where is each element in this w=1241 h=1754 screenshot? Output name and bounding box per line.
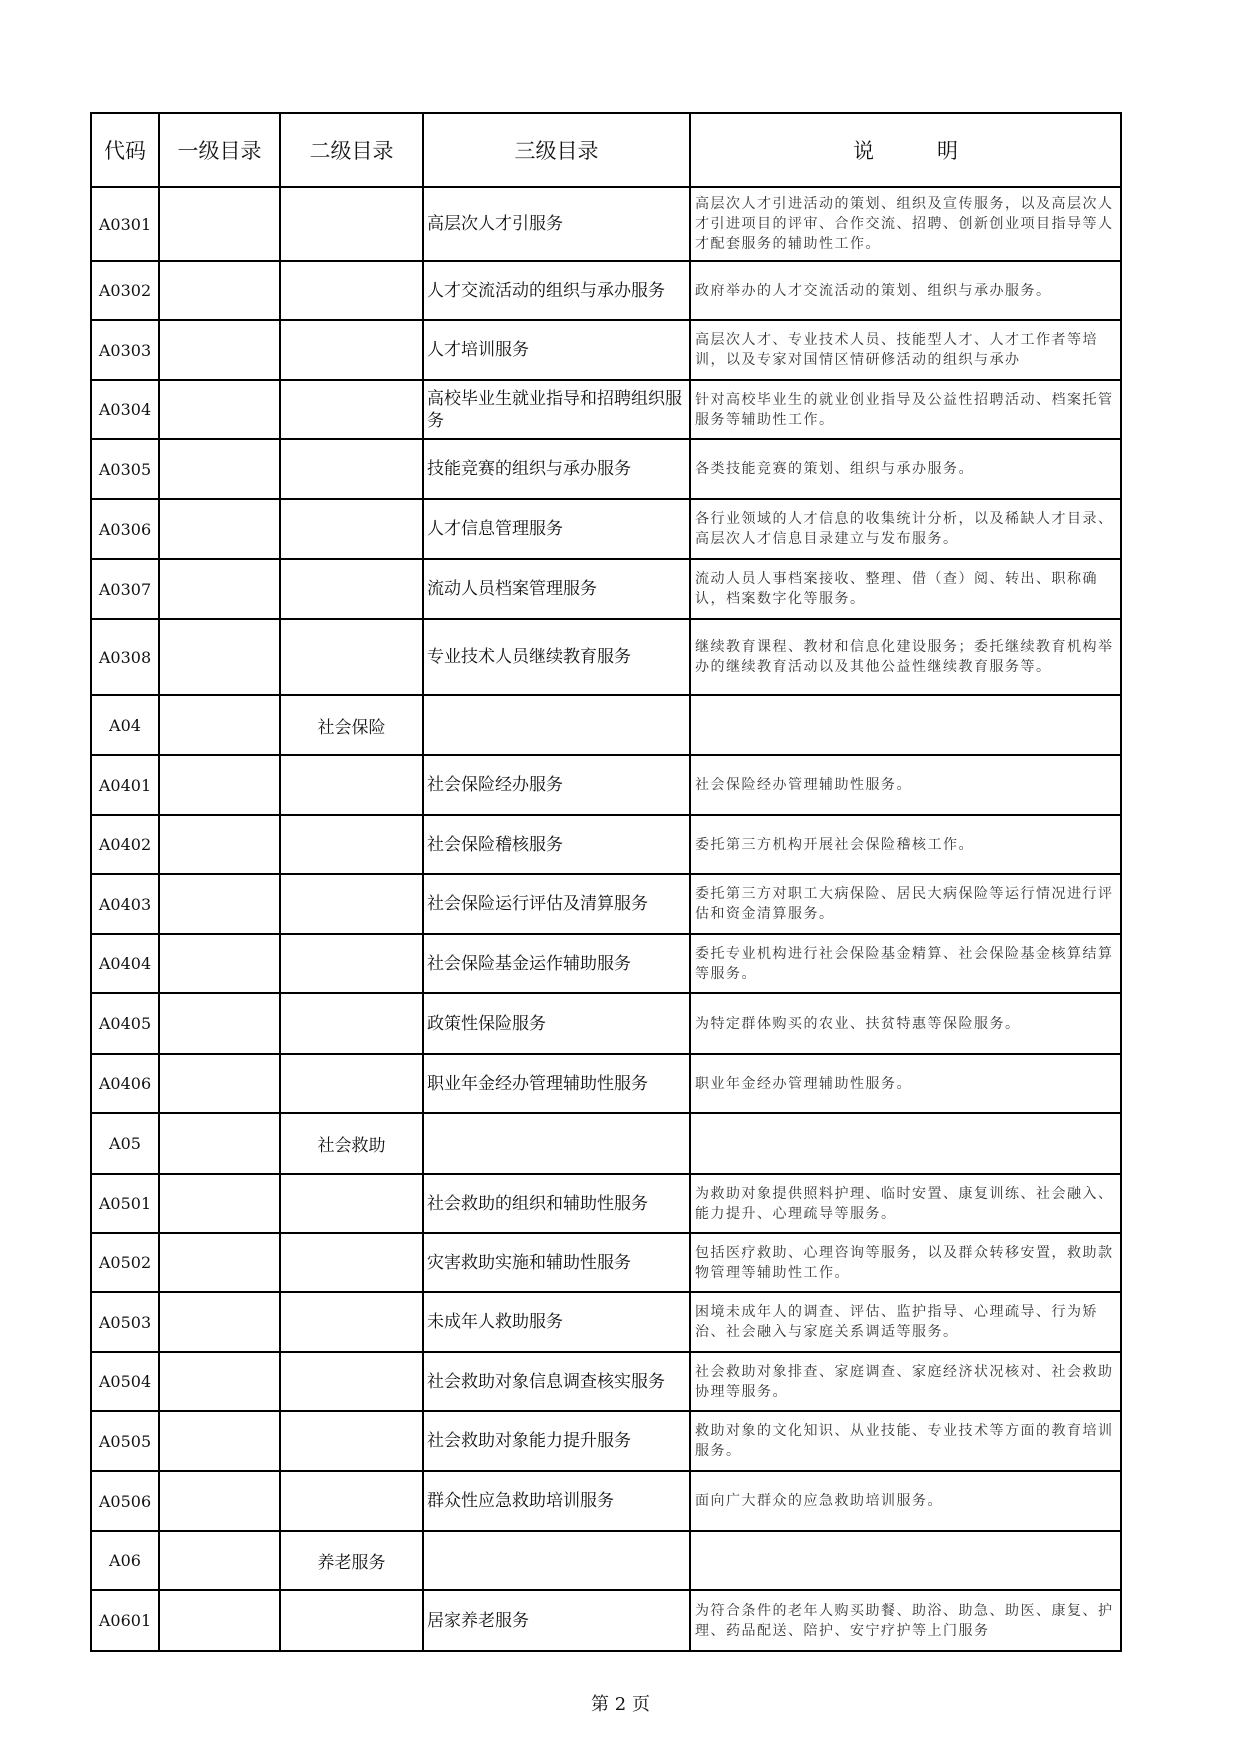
cell-level2 (280, 874, 423, 934)
table-row (91, 187, 1121, 261)
cell-code (91, 559, 159, 619)
header-level1: 一级目录 (159, 113, 280, 187)
cell-level1 (159, 619, 280, 695)
table-row (91, 993, 1121, 1054)
table-row (91, 619, 1121, 695)
description-text: 高层次人才引进活动的策划、组织及宣传服务，以及高层次人才引进项目的评审、合作交流、招聘、创新创业项目指导等人才配套服务的辅助性工作。 (695, 196, 1114, 252)
level3-text: 社会救助对象信息调查核实服务 (427, 1371, 665, 1392)
table-row (91, 934, 1121, 993)
cell-level3 (423, 1233, 690, 1292)
cell-level3 (423, 993, 690, 1054)
cell-level3 (423, 1174, 690, 1233)
level3-text: 未成年人救助服务 (427, 1312, 563, 1332)
header-level2: 二级目录 (280, 113, 423, 187)
cell-level2 (280, 187, 423, 261)
table-row (91, 380, 1121, 439)
cell-description (690, 1471, 1121, 1531)
cell-code (91, 1054, 159, 1113)
cell-description (690, 1174, 1121, 1233)
cell-level3 (423, 1352, 690, 1411)
cell-description (690, 755, 1121, 815)
code-text: A0505 (98, 1431, 152, 1451)
cell-level3 (423, 559, 690, 619)
cell-code (91, 1471, 159, 1531)
code-text: A0307 (98, 579, 152, 599)
level3-text: 政策性保险服务 (427, 1013, 546, 1034)
cell-description (690, 1233, 1121, 1292)
description-text: 面向广大群众的应急救助培训服务。 (695, 1493, 943, 1509)
cell-level2 (280, 815, 423, 874)
cell-level2 (280, 1352, 423, 1411)
cell-level3 (423, 874, 690, 934)
level3-text: 社会救助对象能力提升服务 (427, 1431, 631, 1451)
cell-code (91, 1590, 159, 1651)
description-text: 委托第三方对职工大病保险、居民大病保险等运行情况进行评估和资金清算服务。 (695, 886, 1114, 922)
cell-description (690, 499, 1121, 559)
level3-text: 灾害救助实施和辅助性服务 (427, 1252, 631, 1273)
description-text: 委托第三方机构开展社会保险稽核工作。 (695, 836, 974, 853)
code-text: A0601 (98, 1611, 152, 1630)
cell-level1 (159, 320, 280, 380)
cell-level2 (280, 1113, 423, 1174)
code-text: A0504 (98, 1372, 152, 1391)
description-text: 社会救助对象排查、家庭调查、家庭经济状况核对、社会救助协理等服务。 (695, 1363, 1114, 1400)
cell-code (91, 695, 159, 755)
cell-description (690, 619, 1121, 695)
code-text: A0404 (98, 954, 152, 973)
cell-level3 (423, 1590, 690, 1651)
cell-level3 (423, 1411, 690, 1471)
catalog-table (90, 112, 1122, 1652)
description-text: 职业年金经办管理辅助性服务。 (695, 1075, 912, 1092)
level2-text: 社会保险 (317, 717, 386, 738)
description-text: 包括医疗救助、心理咨询等服务，以及群众转移安置，救助款物管理等辅助性工作。 (695, 1244, 1114, 1281)
level3-text: 居家养老服务 (427, 1610, 529, 1631)
cell-description (690, 874, 1121, 934)
level3-text: 人才培训服务 (427, 340, 529, 360)
description-text: 各行业领域的人才信息的收集统计分析，以及稀缺人才目录、高层次人才信息目录建立与发布服务。 (695, 511, 1114, 547)
table-row (91, 1174, 1121, 1233)
level3-text: 流动人员档案管理服务 (427, 579, 597, 599)
description-text: 政府举办的人才交流活动的策划、组织与承办服务。 (695, 282, 1052, 299)
cell-level1 (159, 1113, 280, 1174)
code-text: A0308 (98, 647, 152, 667)
table-row (91, 1531, 1121, 1590)
table-row (91, 439, 1121, 499)
cell-level3 (423, 755, 690, 815)
cell-level3 (423, 320, 690, 380)
cell-code (91, 1292, 159, 1352)
cell-level2 (280, 755, 423, 815)
cell-description (690, 380, 1121, 439)
table-row (91, 695, 1121, 755)
cell-code (91, 320, 159, 380)
table-row (91, 874, 1121, 934)
level3-text: 人才信息管理服务 (427, 519, 563, 539)
cell-level1 (159, 1590, 280, 1651)
cell-description (690, 1411, 1121, 1471)
table-row (91, 1233, 1121, 1292)
cell-level1 (159, 1411, 280, 1471)
cell-level3 (423, 1531, 690, 1590)
cell-description (690, 1352, 1121, 1411)
cell-code (91, 1113, 159, 1174)
cell-code (91, 874, 159, 934)
cell-level3 (423, 380, 690, 439)
code-text: A0305 (98, 459, 152, 479)
cell-code (91, 815, 159, 874)
cell-description (690, 1590, 1121, 1651)
description-text: 为救助对象提供照料护理、临时安置、康复训练、社会融入、能力提升、心理疏导等服务。 (695, 1185, 1114, 1222)
cell-level2 (280, 695, 423, 755)
cell-level2 (280, 1174, 423, 1233)
table-header-row (91, 113, 1121, 187)
cell-level3 (423, 815, 690, 874)
header-level3: 三级目录 (423, 113, 690, 187)
cell-level1 (159, 815, 280, 874)
code-text: A0502 (98, 1253, 152, 1272)
code-text: A0403 (98, 894, 152, 914)
cell-level2 (280, 559, 423, 619)
level3-text: 职业年金经办管理辅助性服务 (427, 1073, 648, 1094)
code-text: A0405 (98, 1014, 152, 1033)
cell-level1 (159, 874, 280, 934)
cell-level1 (159, 559, 280, 619)
code-text: A0306 (98, 519, 152, 539)
cell-level2 (280, 1471, 423, 1531)
code-text: A0304 (98, 400, 152, 419)
table-row (91, 1352, 1121, 1411)
level3-text: 社会保险经办服务 (427, 775, 563, 795)
code-text: A0302 (98, 281, 152, 300)
description-text: 社会保险经办管理辅助性服务。 (695, 777, 912, 793)
cell-level3 (423, 934, 690, 993)
cell-level2 (280, 1411, 423, 1471)
cell-code (91, 439, 159, 499)
cell-level2 (280, 499, 423, 559)
code-text: A0506 (98, 1491, 152, 1511)
description-text: 为特定群体购买的农业、扶贫特惠等保险服务。 (695, 1015, 1021, 1032)
cell-code (91, 187, 159, 261)
cell-code (91, 380, 159, 439)
cell-level2 (280, 439, 423, 499)
cell-code (91, 1411, 159, 1471)
table-row (91, 1054, 1121, 1113)
cell-level1 (159, 439, 280, 499)
level3-text: 技能竞赛的组织与承办服务 (427, 459, 631, 479)
table-row (91, 1292, 1121, 1352)
description-text: 针对高校毕业生的就业创业指导及公益性招聘活动、档案托管服务等辅助性工作。 (695, 391, 1114, 428)
description-text: 高层次人才、专业技术人员、技能型人才、人才工作者等培训，以及专家对国情区情研修活动的组织与承办 (695, 332, 1098, 368)
cell-level1 (159, 1292, 280, 1352)
header-code: 代码 (91, 113, 159, 187)
header-description: 说 明 (690, 113, 1121, 187)
level3-text: 社会保险运行评估及清算服务 (427, 894, 648, 914)
code-text: A0503 (98, 1312, 152, 1332)
cell-code (91, 993, 159, 1054)
description-text: 困境未成年人的调查、评估、监护指导、心理疏导、行为矫治、社会融入与家庭关系调适等服务。 (695, 1304, 1098, 1340)
level3-text: 专业技术人员继续教育服务 (427, 647, 631, 667)
description-text: 委托专业机构进行社会保险基金精算、社会保险基金核算结算等服务。 (695, 945, 1114, 982)
code-text: A0401 (98, 775, 152, 795)
cell-level3 (423, 187, 690, 261)
cell-level2 (280, 934, 423, 993)
code-text: A0406 (98, 1074, 152, 1093)
cell-code (91, 755, 159, 815)
level3-text: 社会保险稽核服务 (427, 834, 563, 855)
cell-description (690, 993, 1121, 1054)
cell-description (690, 815, 1121, 874)
code-text: A0303 (98, 340, 152, 360)
cell-description (690, 1292, 1121, 1352)
cell-description (690, 261, 1121, 320)
cell-level1 (159, 1174, 280, 1233)
level2-text: 社会救助 (317, 1136, 386, 1156)
cell-level3 (423, 1292, 690, 1352)
cell-level1 (159, 187, 280, 261)
cell-code (91, 499, 159, 559)
level3-text: 人才交流活动的组织与承办服务 (427, 280, 665, 301)
code-text: A04 (109, 715, 141, 735)
table-row (91, 755, 1121, 815)
cell-level3 (423, 695, 690, 755)
description-text: 继续教育课程、教材和信息化建设服务；委托继续教育机构举办的继续教育活动以及其他公益性继续教育服务等。 (695, 639, 1114, 675)
cell-description (690, 934, 1121, 993)
cell-level2 (280, 261, 423, 320)
level3-text: 高层次人才引服务 (427, 214, 563, 234)
cell-description (690, 320, 1121, 380)
cell-level1 (159, 261, 280, 320)
cell-level2 (280, 320, 423, 380)
cell-level1 (159, 1352, 280, 1411)
table-row (91, 1411, 1121, 1471)
cell-level3 (423, 1054, 690, 1113)
description-text: 流动人员人事档案接收、整理、借（查）阅、转出、职称确认，档案数字化等服务。 (695, 571, 1098, 607)
table-row (91, 499, 1121, 559)
cell-level2 (280, 1531, 423, 1590)
cell-description (690, 1113, 1121, 1174)
cell-code (91, 934, 159, 993)
code-text: A0301 (98, 214, 152, 234)
cell-description (690, 439, 1121, 499)
cell-level1 (159, 993, 280, 1054)
cell-level1 (159, 380, 280, 439)
table-row (91, 815, 1121, 874)
table-row (91, 320, 1121, 380)
cell-code (91, 1352, 159, 1411)
cell-level2 (280, 1292, 423, 1352)
level3-text: 社会保险基金运作辅助服务 (427, 953, 631, 974)
description-text: 救助对象的文化知识、从业技能、专业技术等方面的教育培训服务。 (695, 1423, 1114, 1459)
cell-level2 (280, 1590, 423, 1651)
cell-level3 (423, 1471, 690, 1531)
cell-level3 (423, 499, 690, 559)
cell-level3 (423, 619, 690, 695)
code-text: A0501 (98, 1194, 152, 1213)
cell-level1 (159, 499, 280, 559)
cell-description (690, 559, 1121, 619)
level3-text: 群众性应急救助培训服务 (427, 1491, 614, 1511)
cell-level2 (280, 619, 423, 695)
cell-description (690, 695, 1121, 755)
cell-code (91, 619, 159, 695)
page-number: 第 2 页 (591, 1694, 650, 1715)
cell-level2 (280, 1233, 423, 1292)
cell-description (690, 1054, 1121, 1113)
cell-level2 (280, 380, 423, 439)
cell-level3 (423, 261, 690, 320)
level3-text: 社会救助的组织和辅助性服务 (427, 1193, 648, 1214)
table-row (91, 261, 1121, 320)
level2-text: 养老服务 (317, 1553, 386, 1573)
table-row (91, 1590, 1121, 1651)
cell-level1 (159, 1531, 280, 1590)
cell-code (91, 1174, 159, 1233)
cell-level2 (280, 1054, 423, 1113)
code-text: A0402 (98, 835, 152, 854)
cell-level2 (280, 993, 423, 1054)
table-row (91, 1471, 1121, 1531)
level3-text: 高校毕业生就业指导和招聘组织服务 (427, 388, 682, 431)
cell-level1 (159, 1054, 280, 1113)
cell-level1 (159, 934, 280, 993)
cell-description (690, 1531, 1121, 1590)
table-row (91, 559, 1121, 619)
table-row (91, 1113, 1121, 1174)
description-text: 为符合条件的老年人购买助餐、助浴、助急、助医、康复、护理、药品配送、陪护、安宁疗护等上门服务 (695, 1602, 1114, 1639)
description-text: 各类技能竞赛的策划、组织与承办服务。 (695, 461, 974, 477)
cell-code (91, 1531, 159, 1590)
cell-code (91, 261, 159, 320)
cell-level1 (159, 1233, 280, 1292)
code-text: A05 (109, 1134, 141, 1153)
cell-level1 (159, 1471, 280, 1531)
cell-level3 (423, 1113, 690, 1174)
cell-description (690, 187, 1121, 261)
code-text: A06 (109, 1551, 141, 1570)
cell-level1 (159, 695, 280, 755)
cell-code (91, 1233, 159, 1292)
cell-level3 (423, 439, 690, 499)
cell-level1 (159, 755, 280, 815)
